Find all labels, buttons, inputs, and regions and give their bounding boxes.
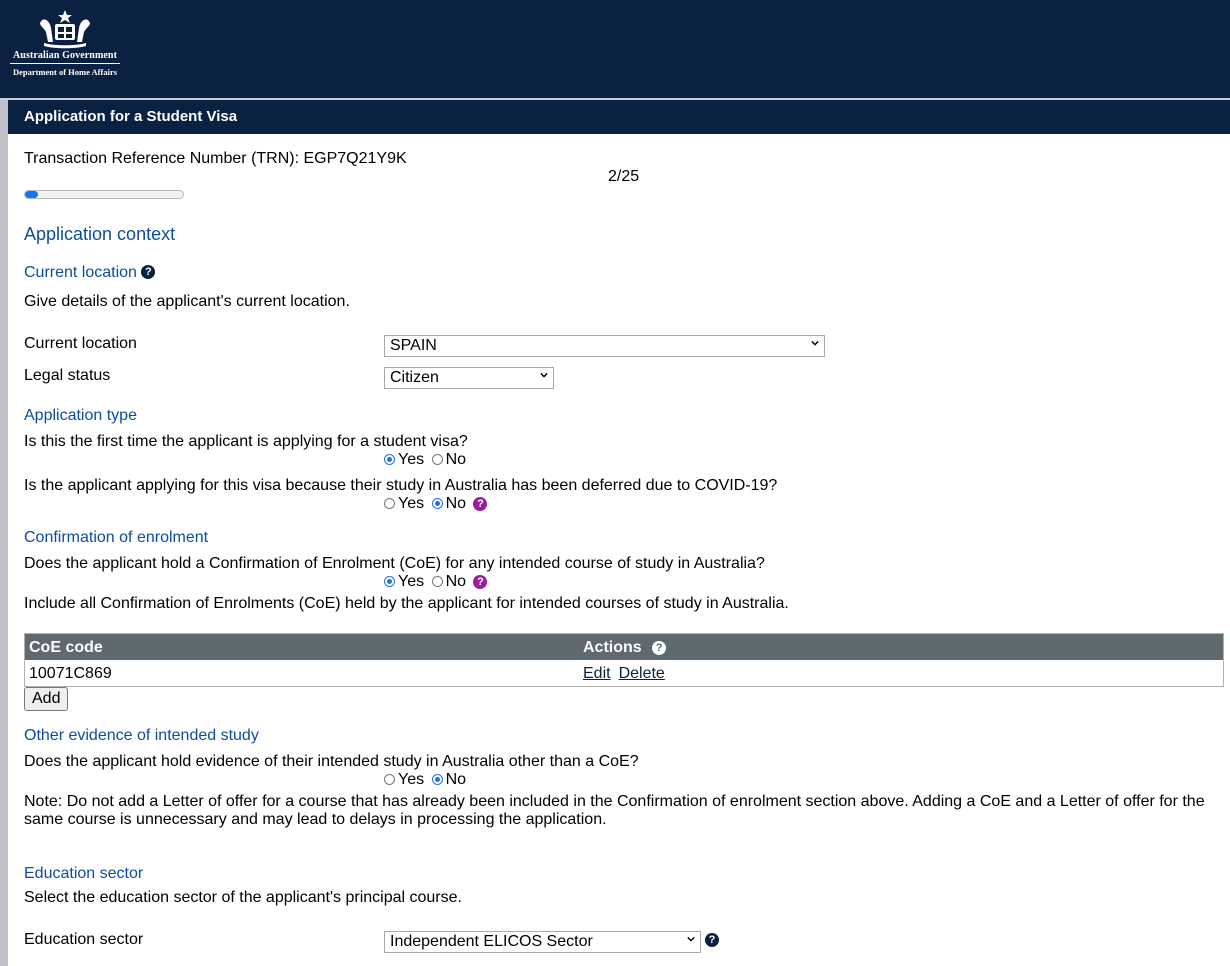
covid-radio-group (384, 495, 487, 513)
coe-heading: Confirmation of enrolment (24, 529, 209, 546)
radio-button[interactable] (432, 576, 443, 587)
delete-link[interactable]: Delete (618, 665, 665, 682)
edit-link[interactable]: Edit (583, 665, 611, 682)
education-sector-select[interactable] (384, 931, 701, 953)
current-location-label: Current location (24, 335, 137, 352)
other-evidence-heading: Other evidence of intended study (24, 727, 259, 744)
other-evidence-question: Does the applicant hold evidence of their intended study in Australia other than a CoE? (24, 753, 639, 770)
other-evidence-yes-option[interactable] (384, 771, 424, 789)
radio-label: No (445, 771, 467, 788)
coe-no-option[interactable] (432, 573, 466, 591)
radio-label: Yes (398, 451, 425, 468)
chevron-down-icon (540, 371, 548, 379)
other-evidence-radio-group (384, 771, 469, 789)
coe-yes-option[interactable] (384, 573, 424, 591)
other-evidence-note-line1: Note: Do not add a Letter of offer for a course that has already been included in the Confirmation of enrolment section above. Adding a CoE and a Letter of offer for the (24, 793, 1205, 810)
help-icon[interactable]: ? (705, 933, 719, 947)
chevron-down-icon (687, 935, 695, 943)
chevron-down-icon (811, 339, 819, 347)
coe-code-column-header: CoE code (29, 639, 103, 656)
page-title-bar (8, 100, 1230, 134)
covid-no-option[interactable] (432, 495, 466, 513)
coat-of-arms-icon (34, 8, 96, 50)
current-location-heading (24, 264, 155, 282)
actions-column-header (583, 639, 666, 657)
radio-button[interactable] (432, 774, 443, 785)
education-sector-description: Select the education sector of the applicant's principal course. (24, 889, 462, 906)
radio-button[interactable] (432, 454, 443, 465)
current-location-heading-text: Current location (24, 264, 137, 281)
site-header (0, 0, 1230, 98)
current-location-select[interactable] (384, 335, 825, 357)
radio-label: Yes (398, 495, 425, 512)
coe-code-cell: 10071C869 (29, 665, 112, 682)
radio-button[interactable] (384, 454, 395, 465)
help-icon[interactable]: ? (473, 575, 487, 589)
coe-radio-group (384, 573, 487, 591)
application-type-heading: Application type (24, 407, 137, 424)
coe-note: Include all Confirmation of Enrolments (CoE) held by the applicant for intended courses of study in Australia. (24, 595, 789, 612)
radio-label: Yes (398, 573, 425, 590)
help-icon[interactable]: ? (473, 497, 487, 511)
current-location-description: Give details of the applicant's current location. (24, 293, 350, 310)
radio-button[interactable] (384, 498, 395, 509)
first-time-radio-group (384, 451, 469, 469)
actions-header-label: Actions (583, 639, 642, 656)
radio-label: Yes (398, 771, 425, 788)
current-location-value: SPAIN (390, 337, 437, 354)
first-time-no-option[interactable] (432, 451, 466, 469)
radio-button[interactable] (384, 774, 395, 785)
legal-status-select[interactable] (384, 367, 554, 389)
first-time-question: Is this the first time the applicant is applying for a student visa? (24, 433, 468, 450)
radio-button[interactable] (432, 498, 443, 509)
covid-yes-option[interactable] (384, 495, 424, 513)
page-title: Application for a Student Visa (24, 108, 238, 125)
education-sector-heading: Education sector (24, 865, 144, 882)
actions-cell (583, 665, 673, 683)
radio-button[interactable] (384, 576, 395, 587)
gov-name: Australian Government (12, 50, 118, 61)
radio-label: No (445, 451, 467, 468)
covid-question: Is the applicant applying for this visa because their study in Australia has been deferred due to COVID-19? (24, 477, 778, 494)
radio-label: No (445, 495, 467, 512)
logo-divider (10, 63, 120, 64)
other-evidence-note-line2: same course is unnecessary and may lead to delays in processing the application. (24, 811, 607, 828)
other-evidence-no-option[interactable] (432, 771, 466, 789)
table-header (25, 634, 1223, 660)
legal-status-label: Legal status (24, 367, 111, 384)
dept-name: Department of Home Affairs (12, 67, 118, 77)
left-rail (0, 100, 8, 966)
legal-status-value: Citizen (390, 369, 439, 386)
add-coe-button[interactable]: Add (24, 687, 68, 711)
progress-bar (24, 190, 184, 199)
help-icon[interactable]: ? (141, 265, 155, 279)
section-title: Application context (24, 224, 176, 244)
radio-label: No (445, 573, 467, 590)
trn-text: Transaction Reference Number (TRN): EGP7Q21Y9K (24, 150, 407, 167)
government-logo (4, 8, 126, 88)
help-icon[interactable]: ? (652, 641, 666, 655)
first-time-yes-option[interactable] (384, 451, 424, 469)
education-sector-label: Education sector (24, 931, 144, 948)
coe-table (24, 633, 1224, 687)
education-sector-value: Independent ELICOS Sector (390, 933, 593, 950)
page-counter: 2/25 (608, 168, 640, 185)
coe-question: Does the applicant hold a Confirmation of Enrolment (CoE) for any intended course of study in Australia? (24, 555, 765, 572)
table-row (25, 660, 1223, 686)
progress-fill (25, 191, 38, 198)
